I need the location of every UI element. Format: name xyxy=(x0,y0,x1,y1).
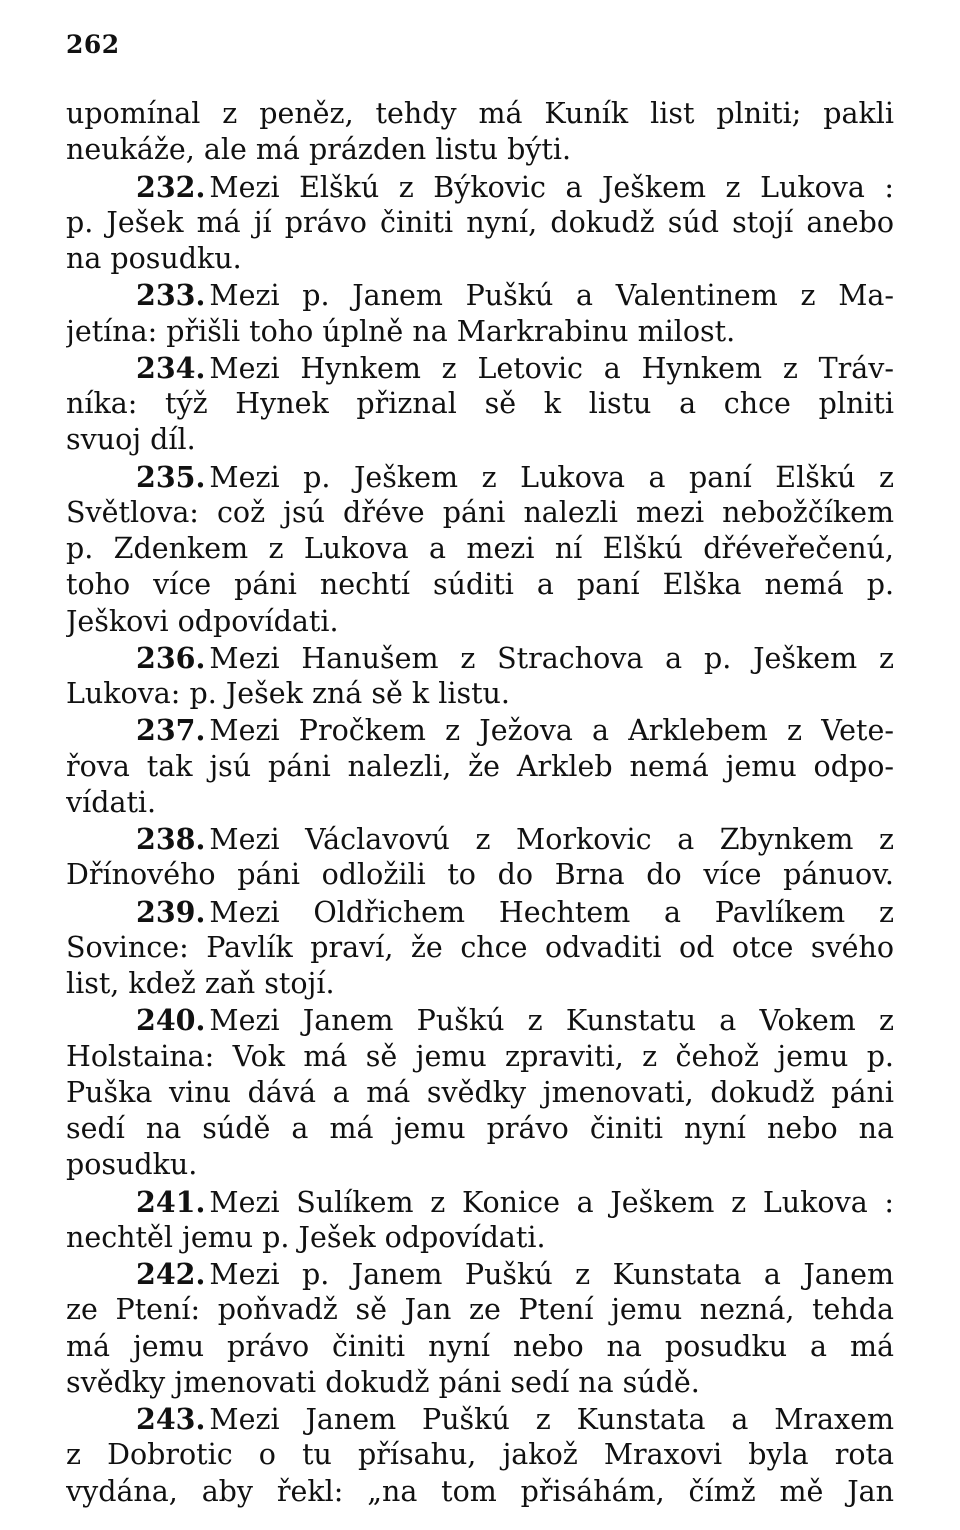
line-text: neukáže, ale má prázden listu býti. xyxy=(66,133,572,167)
line-text: Lukova: p. Ješek zná sě k listu. xyxy=(66,677,510,710)
line-text: Ješkovi odpovídati. xyxy=(66,604,339,638)
entry-number: 238. xyxy=(136,822,206,856)
text-line xyxy=(66,749,894,785)
text-line xyxy=(66,857,894,893)
entry-first-line xyxy=(66,1184,894,1220)
entry-number: 239. xyxy=(136,894,206,929)
text-line xyxy=(66,205,894,241)
line-text: p. Ješek má jí právo činiti nyní, dokudž súd stojí anebo xyxy=(66,205,894,239)
line-text: Mezi Sulíkem z Konice a Ješkem z Lukova : xyxy=(209,1185,894,1219)
text-line xyxy=(66,1437,894,1473)
line-text: Mezi Elškú z Býkovic a Ješkem z Lukova : xyxy=(209,170,894,204)
line-text: vídati. xyxy=(66,785,157,819)
line-text: nechtěl jemu p. Ješek odpovídati. xyxy=(66,1220,546,1254)
line-text: Mezi Janem Puškú z Kunstata a Mraxem xyxy=(209,1403,894,1436)
line-text: toho více páni nechtí súditi a paní Elška nemá p. xyxy=(66,568,894,602)
text-line xyxy=(66,1111,894,1147)
line-text: p. Zdenkem z Lukova a mezi ní Elškú dřéveřečenú, xyxy=(66,532,894,565)
line-text: jetína: přišli toho úplně na Markrabinu milost. xyxy=(66,314,736,348)
page-number: 262 xyxy=(66,30,120,59)
text-line xyxy=(66,930,894,966)
entry-first-line xyxy=(66,894,894,930)
text-line xyxy=(66,386,894,422)
text-line xyxy=(66,1147,894,1183)
text-line xyxy=(66,785,894,821)
entry-first-line xyxy=(66,350,894,386)
entry-number: 234. xyxy=(136,350,206,385)
line-text: Dřínového páni odložili to do Brna do více pánuov. xyxy=(66,858,894,892)
text-line xyxy=(66,531,894,567)
text-line xyxy=(66,966,894,1002)
entry-number: 235. xyxy=(136,459,206,494)
line-text: vydána, aby řekl: „na tom přisáhám, čímž mě Jan xyxy=(66,1474,894,1508)
line-text: list, kdež zaň stojí. xyxy=(66,967,335,1000)
text-line xyxy=(66,604,894,640)
text-line xyxy=(66,314,894,350)
line-text: na posudku. xyxy=(66,242,242,275)
line-text: Sovince: Pavlík praví, že chce odvaditi od otce svého xyxy=(66,930,894,964)
line-text: Mezi Hanušem z Strachova a p. Ješkem z xyxy=(209,641,894,675)
text-line xyxy=(66,1365,894,1401)
text-line xyxy=(66,1329,894,1365)
line-text: posudku. xyxy=(66,1148,198,1182)
line-text: Mezi p. Ješkem z Lukova a paní Elškú z xyxy=(209,460,894,494)
line-text: upomínal z peněz, tehdy má Kuník list plniti; pakli xyxy=(66,97,894,130)
entry-first-line xyxy=(66,277,894,313)
entry-first-line xyxy=(66,712,894,748)
entry-first-line xyxy=(66,1002,894,1038)
text-line xyxy=(66,1292,894,1328)
entry-number: 241. xyxy=(136,1184,206,1219)
line-text: níka: týž Hynek přiznal sě k listu a chce plniti xyxy=(66,387,894,420)
line-text: sedí na súdě a má jemu právo činiti nyní nebo na xyxy=(66,1112,894,1145)
line-text: řova tak jsú páni nalezli, že Arkleb nemá jemu odpo- xyxy=(66,749,894,783)
line-text: ze Ptení: poňvadž sě Jan ze Ptení jemu nezná, tehda xyxy=(66,1293,894,1327)
entry-first-line xyxy=(66,821,894,857)
line-text: svědky jmenovati dokudž páni sedí na súdě. xyxy=(66,1365,700,1399)
line-text: Mezi Janem Puškú z Kunstatu a Vokem z xyxy=(209,1004,894,1038)
text-line xyxy=(66,1474,894,1510)
text-line xyxy=(66,1075,894,1111)
line-text: Holstaina: Vok má sě jemu zpraviti, z čehož jemu p. xyxy=(66,1039,894,1073)
entry-number: 242. xyxy=(136,1257,206,1291)
line-text: Mezi p. Janem Puškú z Kunstata a Janem xyxy=(209,1258,894,1291)
line-text: Mezi Hynkem z Letovic a Hynkem z Tráv- xyxy=(209,351,894,385)
line-text: svuoj díl. xyxy=(66,423,196,457)
entry-number: 232. xyxy=(136,169,206,204)
text-line xyxy=(66,495,894,531)
line-text: Mezi p. Janem Puškú a Valentinem z Ma- xyxy=(209,279,894,313)
text-line xyxy=(66,422,894,458)
text-line xyxy=(66,1220,894,1256)
entry-number: 236. xyxy=(136,640,206,675)
entry-first-line xyxy=(66,1401,894,1437)
entry-number: 240. xyxy=(136,1003,206,1038)
line-text: Světlova: což jsú dřéve páni nalezli mezi nebožčíkem xyxy=(66,495,894,529)
entry-number: 237. xyxy=(136,713,206,748)
text-line xyxy=(66,1039,894,1075)
line-text: má jemu právo činiti nyní nebo na posudku a má xyxy=(66,1329,894,1363)
entry-first-line xyxy=(66,169,894,205)
line-text: Mezi Oldřichem Hechtem a Pavlíkem z xyxy=(209,895,894,929)
entry-first-line xyxy=(66,1256,894,1292)
body-text xyxy=(66,96,894,1510)
line-text: z Dobrotic o tu přísahu, jakož Mraxovi byla rota xyxy=(66,1438,894,1472)
text-line xyxy=(66,241,894,277)
text-line xyxy=(66,676,894,712)
text-line xyxy=(66,567,894,603)
line-text: Mezi Pročkem z Ježova a Arklebem z Vete- xyxy=(209,714,894,748)
entry-number: 243. xyxy=(136,1402,206,1436)
line-text: Mezi Václavovú z Morkovic a Zbynkem z xyxy=(209,823,894,856)
entry-first-line xyxy=(66,459,894,495)
text-line xyxy=(66,132,894,168)
text-line xyxy=(66,96,894,132)
entry-number: 233. xyxy=(136,278,206,313)
line-text: Puška vinu dává a má svědky jmenovati, dokudž páni xyxy=(66,1075,894,1109)
entry-first-line xyxy=(66,640,894,676)
